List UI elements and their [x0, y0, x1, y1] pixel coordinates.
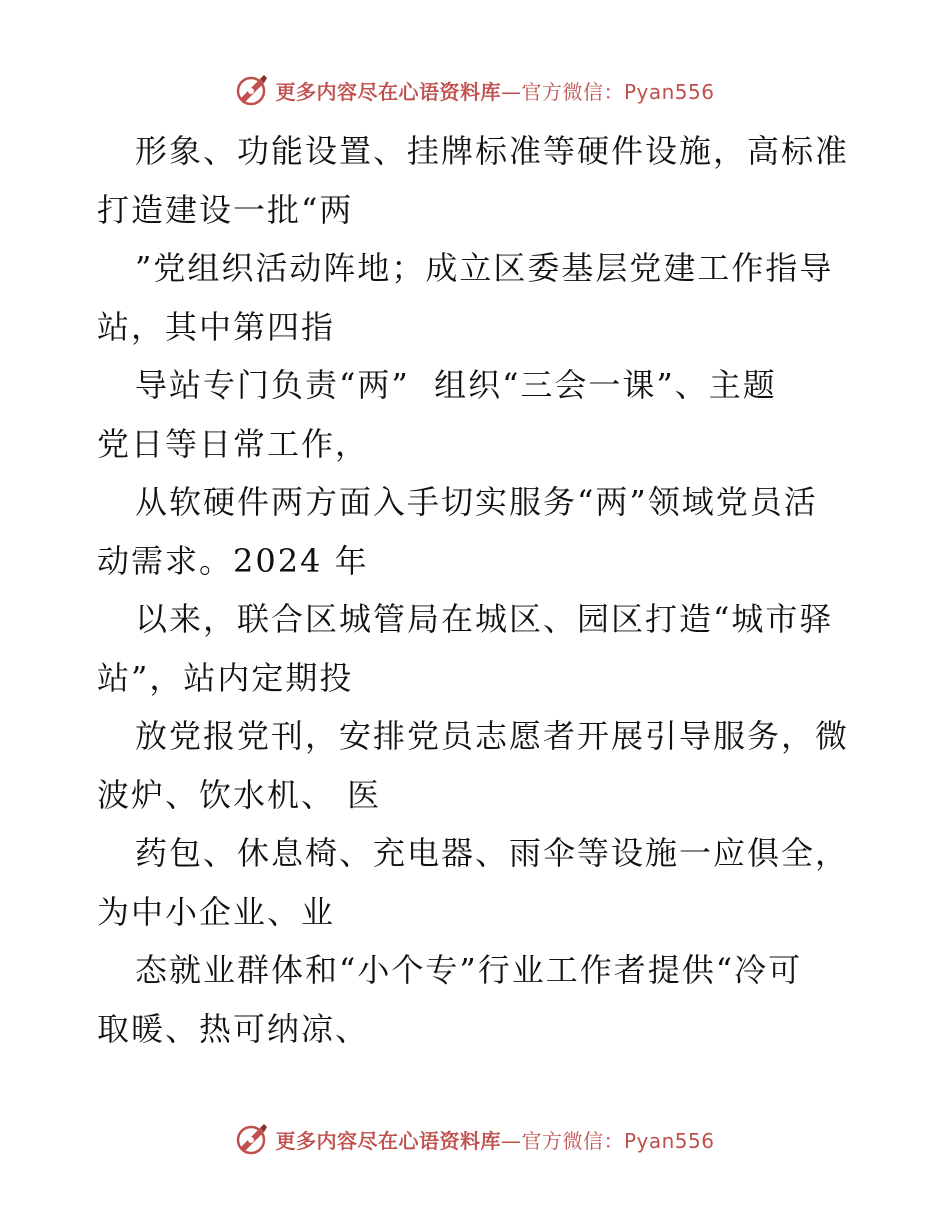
paragraph-line: 从软硬件两方面入手切实服务“两”领域党员活	[135, 483, 818, 521]
paragraph	[97, 941, 867, 1058]
paragraph	[97, 239, 867, 356]
footer-banner	[0, 1119, 950, 1159]
paragraph-line: 以来，联合区城管局在城区、园区打造“城市驿	[135, 600, 834, 638]
paragraph-line: 形象、功能设置、挂牌标准等硬件设施，高标准	[135, 132, 850, 170]
paragraph	[97, 356, 867, 473]
paragraph	[97, 824, 867, 941]
paragraph-line: 态就业群体和“小个专”行业工作者提供“冷可	[135, 951, 803, 989]
header-banner	[0, 70, 950, 110]
pen-logo-icon	[235, 1122, 269, 1156]
paragraph-line: 药包、休息椅、充电器、雨伞等设施一应俱全，	[135, 834, 850, 872]
paragraph-line: ”党组织活动阵地；成立区委基层党建工作指导	[135, 249, 834, 287]
paragraph	[97, 473, 867, 590]
paragraph	[97, 590, 867, 707]
paragraph-line: 动需求。2024 年	[97, 541, 369, 580]
footer-text	[275, 1125, 714, 1154]
document-body	[97, 122, 867, 1058]
paragraph-line: 站，其中第四指	[97, 307, 336, 346]
paragraph-line: 导站专门负责“两” 组织“三会一课”、主题	[135, 366, 777, 404]
header-contact: —官方微信：Pyan556	[500, 79, 715, 104]
paragraph-line: 取暖、热可纳凉、	[97, 1009, 370, 1048]
paragraph-line: 波炉、饮水机、 医	[97, 775, 382, 814]
footer-contact: —官方微信：Pyan556	[500, 1128, 715, 1153]
header-text	[275, 76, 714, 105]
paragraph-line: 放党报党刊，安排党员志愿者开展引导服务，微	[135, 717, 850, 755]
paragraph-line: 为中小企业、业	[97, 892, 336, 931]
paragraph-line: 党日等日常工作，	[97, 424, 370, 463]
footer-brand: 更多内容尽在心语资料库	[275, 1128, 501, 1153]
paragraph	[97, 707, 867, 824]
header-brand: 更多内容尽在心语资料库	[275, 79, 501, 104]
pen-logo-icon	[235, 73, 269, 107]
paragraph-line: 打造建设一批“两	[97, 190, 354, 229]
paragraph	[97, 122, 867, 239]
paragraph-line: 站”，站内定期投	[97, 658, 354, 697]
